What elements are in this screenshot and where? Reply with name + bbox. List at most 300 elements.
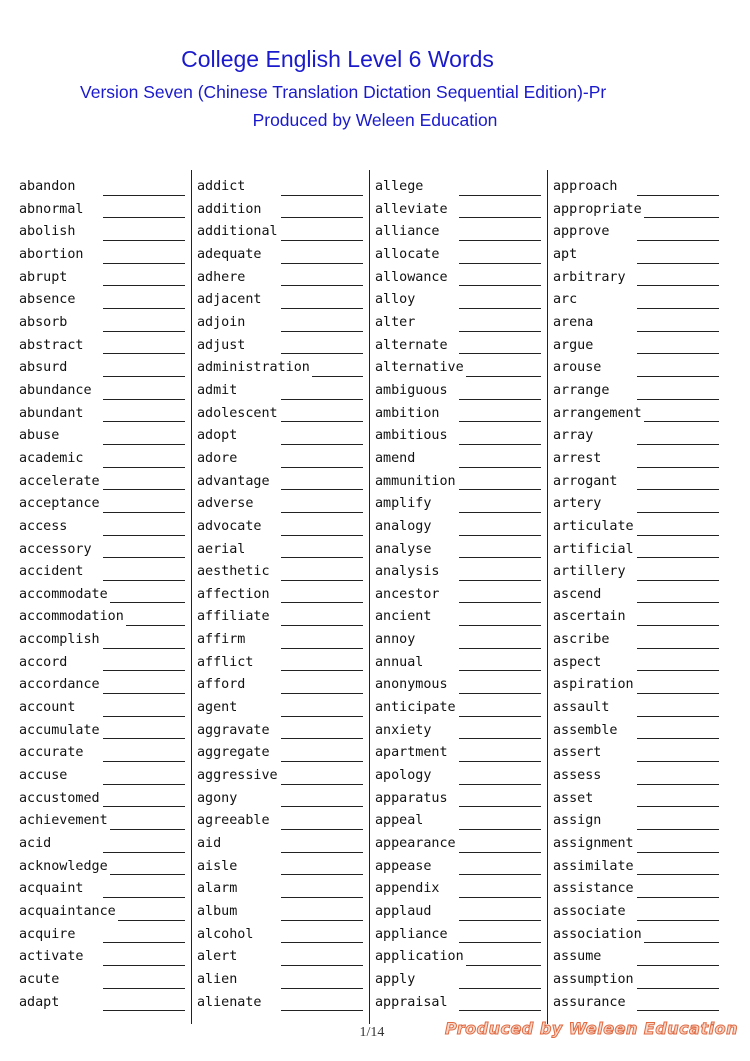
word-text: adhere bbox=[197, 269, 246, 285]
word-entry bbox=[197, 652, 365, 675]
answer-blank bbox=[459, 353, 541, 354]
word-text: agony bbox=[197, 790, 238, 806]
word-text: abolish bbox=[19, 224, 76, 240]
word-text: arrest bbox=[553, 450, 602, 466]
answer-blank bbox=[103, 376, 185, 377]
word-text: amend bbox=[375, 450, 416, 466]
word-text: alarm bbox=[197, 881, 238, 897]
answer-blank bbox=[281, 920, 363, 921]
word-text: alleviate bbox=[375, 201, 448, 217]
word-entry bbox=[197, 516, 365, 539]
answer-blank bbox=[637, 806, 719, 807]
word-entry bbox=[19, 606, 187, 629]
word-text: achievement bbox=[19, 813, 108, 829]
answer-blank bbox=[281, 965, 363, 966]
word-entry bbox=[553, 856, 721, 879]
word-text: ambition bbox=[375, 405, 440, 421]
word-entry bbox=[375, 471, 543, 494]
word-text: application bbox=[375, 949, 464, 965]
word-text: advantage bbox=[197, 473, 270, 489]
answer-blank bbox=[281, 829, 363, 830]
word-entry bbox=[197, 969, 365, 992]
answer-blank bbox=[281, 670, 363, 671]
word-entry bbox=[19, 788, 187, 811]
word-text: assistance bbox=[553, 881, 634, 897]
answer-blank bbox=[637, 308, 719, 309]
word-entry bbox=[197, 697, 365, 720]
word-entry bbox=[197, 856, 365, 879]
answer-blank bbox=[637, 263, 719, 264]
answer-blank bbox=[637, 625, 719, 626]
word-entry bbox=[553, 380, 721, 403]
word-text: apparatus bbox=[375, 790, 448, 806]
word-entry bbox=[375, 561, 543, 584]
word-text: accord bbox=[19, 654, 68, 670]
answer-blank bbox=[281, 217, 363, 218]
word-text: assurance bbox=[553, 994, 626, 1010]
word-text: abundance bbox=[19, 382, 92, 398]
answer-blank bbox=[637, 965, 719, 966]
answer-blank bbox=[637, 761, 719, 762]
word-entry bbox=[197, 357, 365, 380]
word-text: abstract bbox=[19, 337, 84, 353]
answer-blank bbox=[637, 897, 719, 898]
answer-blank bbox=[103, 897, 185, 898]
answer-blank bbox=[637, 399, 719, 400]
word-text: ascertain bbox=[553, 609, 626, 625]
word-entry bbox=[375, 425, 543, 448]
answer-blank bbox=[459, 852, 541, 853]
word-text: analysis bbox=[375, 564, 440, 580]
word-entry bbox=[19, 584, 187, 607]
answer-blank bbox=[459, 670, 541, 671]
word-entry bbox=[375, 946, 543, 969]
word-text: absurd bbox=[19, 360, 68, 376]
word-entry bbox=[553, 720, 721, 743]
word-text: addict bbox=[197, 179, 246, 194]
word-entry bbox=[197, 335, 365, 358]
answer-blank bbox=[459, 806, 541, 807]
word-entry bbox=[197, 199, 365, 222]
word-text: addition bbox=[197, 201, 262, 217]
word-text: alert bbox=[197, 949, 238, 965]
word-text: analogy bbox=[375, 518, 432, 534]
answer-blank bbox=[281, 738, 363, 739]
answer-blank bbox=[459, 716, 541, 717]
answer-blank bbox=[281, 942, 363, 943]
word-text: apology bbox=[375, 768, 432, 784]
word-text: afford bbox=[197, 677, 246, 693]
word-entry bbox=[19, 539, 187, 562]
word-entry bbox=[553, 516, 721, 539]
answer-blank bbox=[459, 308, 541, 309]
answer-blank bbox=[103, 353, 185, 354]
word-text: assess bbox=[553, 768, 602, 784]
answer-blank bbox=[459, 217, 541, 218]
answer-blank bbox=[103, 942, 185, 943]
word-entry bbox=[375, 176, 543, 199]
word-text: appropriate bbox=[553, 201, 642, 217]
answer-blank bbox=[637, 648, 719, 649]
word-text: absence bbox=[19, 292, 76, 308]
word-entry bbox=[375, 720, 543, 743]
answer-blank bbox=[637, 852, 719, 853]
answer-blank bbox=[459, 874, 541, 875]
word-text: anxiety bbox=[375, 722, 432, 738]
answer-blank bbox=[110, 602, 185, 603]
answer-blank bbox=[281, 897, 363, 898]
answer-blank bbox=[281, 399, 363, 400]
word-entry bbox=[375, 674, 543, 697]
word-text: ancient bbox=[375, 609, 432, 625]
word-text: accurate bbox=[19, 745, 84, 761]
word-entry bbox=[19, 856, 187, 879]
word-entry bbox=[375, 335, 543, 358]
word-entry bbox=[375, 267, 543, 290]
word-text: allege bbox=[375, 179, 424, 194]
word-text: abundant bbox=[19, 405, 84, 421]
word-text: appendix bbox=[375, 881, 440, 897]
word-entry bbox=[375, 992, 543, 1015]
word-text: association bbox=[553, 926, 642, 942]
word-text: accustomed bbox=[19, 790, 100, 806]
word-text: adjacent bbox=[197, 292, 262, 308]
answer-blank bbox=[637, 784, 719, 785]
word-text: adolescent bbox=[197, 405, 278, 421]
word-text: articulate bbox=[553, 518, 634, 534]
answer-blank bbox=[459, 240, 541, 241]
word-text: absorb bbox=[19, 314, 68, 330]
answer-blank bbox=[103, 648, 185, 649]
word-text: adjoin bbox=[197, 314, 246, 330]
word-entry bbox=[19, 629, 187, 652]
word-text: ascend bbox=[553, 586, 602, 602]
word-text: abrupt bbox=[19, 269, 68, 285]
answer-blank bbox=[281, 716, 363, 717]
answer-blank bbox=[126, 625, 185, 626]
word-entry bbox=[375, 199, 543, 222]
word-text: assignment bbox=[553, 836, 634, 852]
word-entry bbox=[553, 765, 721, 788]
word-entry bbox=[197, 380, 365, 403]
word-text: acquaintance bbox=[19, 904, 116, 919]
answer-blank bbox=[459, 489, 541, 490]
word-entry bbox=[197, 539, 365, 562]
word-entry bbox=[19, 244, 187, 267]
word-text: aesthetic bbox=[197, 564, 270, 580]
answer-blank bbox=[637, 602, 719, 603]
answer-blank bbox=[466, 376, 541, 377]
word-text: account bbox=[19, 700, 76, 716]
answer-blank bbox=[103, 467, 185, 468]
word-entry bbox=[19, 765, 187, 788]
word-entry bbox=[197, 810, 365, 833]
word-entry bbox=[375, 901, 543, 924]
word-entry bbox=[375, 448, 543, 471]
word-entry bbox=[19, 267, 187, 290]
word-entry bbox=[553, 992, 721, 1015]
answer-blank bbox=[637, 240, 719, 241]
word-entry bbox=[375, 969, 543, 992]
word-entry bbox=[375, 606, 543, 629]
word-entry bbox=[553, 652, 721, 675]
word-text: arena bbox=[553, 314, 594, 330]
word-column-3 bbox=[375, 176, 543, 1014]
answer-blank bbox=[281, 353, 363, 354]
answer-blank bbox=[281, 263, 363, 264]
word-text: assemble bbox=[553, 722, 618, 738]
word-text: ammunition bbox=[375, 473, 456, 489]
word-text: assault bbox=[553, 700, 610, 716]
word-entry bbox=[19, 380, 187, 403]
word-text: applaud bbox=[375, 904, 432, 919]
answer-blank bbox=[281, 580, 363, 581]
answer-blank bbox=[103, 965, 185, 966]
answer-blank bbox=[312, 376, 363, 377]
word-columns bbox=[19, 176, 731, 1026]
word-text: access bbox=[19, 518, 68, 534]
word-entry bbox=[197, 561, 365, 584]
word-entry bbox=[553, 878, 721, 901]
answer-blank bbox=[637, 693, 719, 694]
word-entry bbox=[375, 788, 543, 811]
word-entry bbox=[553, 969, 721, 992]
word-text: alcohol bbox=[197, 926, 254, 942]
word-entry bbox=[553, 674, 721, 697]
answer-blank bbox=[459, 738, 541, 739]
answer-blank bbox=[103, 557, 185, 558]
word-text: adopt bbox=[197, 428, 238, 444]
answer-blank bbox=[103, 784, 185, 785]
answer-blank bbox=[281, 693, 363, 694]
word-text: arbitrary bbox=[553, 269, 626, 285]
word-entry bbox=[197, 606, 365, 629]
word-text: allocate bbox=[375, 246, 440, 262]
word-text: arrogant bbox=[553, 473, 618, 489]
word-text: appliance bbox=[375, 926, 448, 942]
page-subtitle: Version Seven (Chinese Translation Dictation Sequential Edition)-Pr bbox=[80, 82, 607, 102]
word-text: abuse bbox=[19, 428, 60, 444]
word-entry bbox=[197, 471, 365, 494]
word-text: aisle bbox=[197, 858, 238, 874]
word-entry bbox=[375, 856, 543, 879]
word-text: ambiguous bbox=[375, 382, 448, 398]
answer-blank bbox=[103, 217, 185, 218]
word-entry bbox=[375, 765, 543, 788]
word-text: allowance bbox=[375, 269, 448, 285]
word-entry bbox=[197, 629, 365, 652]
word-entry bbox=[375, 493, 543, 516]
answer-blank bbox=[281, 308, 363, 309]
word-column-1 bbox=[19, 176, 187, 1014]
word-text: accomplish bbox=[19, 632, 100, 648]
word-text: affirm bbox=[197, 632, 246, 648]
word-text: adjust bbox=[197, 337, 246, 353]
answer-blank bbox=[103, 489, 185, 490]
word-entry bbox=[553, 493, 721, 516]
word-entry bbox=[553, 267, 721, 290]
answer-blank bbox=[459, 263, 541, 264]
answer-blank bbox=[459, 942, 541, 943]
word-entry bbox=[197, 448, 365, 471]
word-text: acute bbox=[19, 971, 60, 987]
word-text: affiliate bbox=[197, 609, 270, 625]
answer-blank bbox=[103, 693, 185, 694]
word-text: array bbox=[553, 428, 594, 444]
answer-blank bbox=[459, 920, 541, 921]
answer-blank bbox=[459, 512, 541, 513]
word-entry bbox=[375, 289, 543, 312]
word-text: alliance bbox=[375, 224, 440, 240]
answer-blank bbox=[281, 240, 363, 241]
word-entry bbox=[553, 176, 721, 199]
answer-blank bbox=[103, 195, 185, 196]
word-text: appeal bbox=[375, 813, 424, 829]
answer-blank bbox=[637, 535, 719, 536]
answer-blank bbox=[103, 852, 185, 853]
word-text: assimilate bbox=[553, 858, 634, 874]
word-entry bbox=[553, 471, 721, 494]
answer-blank bbox=[644, 942, 719, 943]
word-entry bbox=[19, 493, 187, 516]
word-entry bbox=[553, 742, 721, 765]
answer-blank bbox=[281, 557, 363, 558]
word-text: accelerate bbox=[19, 473, 100, 489]
answer-blank bbox=[103, 308, 185, 309]
answer-blank bbox=[281, 512, 363, 513]
word-entry bbox=[19, 471, 187, 494]
word-entry bbox=[19, 199, 187, 222]
word-text: anticipate bbox=[375, 700, 456, 716]
answer-blank bbox=[281, 444, 363, 445]
answer-blank bbox=[281, 467, 363, 468]
word-entry bbox=[553, 244, 721, 267]
word-text: analyse bbox=[375, 541, 432, 557]
answer-blank bbox=[110, 829, 185, 830]
answer-blank bbox=[459, 331, 541, 332]
word-text: annoy bbox=[375, 632, 416, 648]
answer-blank bbox=[459, 829, 541, 830]
answer-blank bbox=[459, 693, 541, 694]
answer-blank bbox=[281, 1010, 363, 1011]
word-text: appearance bbox=[375, 836, 456, 852]
word-entry bbox=[19, 289, 187, 312]
word-entry bbox=[197, 584, 365, 607]
answer-blank bbox=[103, 285, 185, 286]
answer-blank bbox=[110, 874, 185, 875]
answer-blank bbox=[459, 535, 541, 536]
word-text: activate bbox=[19, 949, 84, 965]
answer-blank bbox=[459, 897, 541, 898]
word-entry bbox=[19, 742, 187, 765]
word-entry bbox=[375, 312, 543, 335]
word-entry bbox=[553, 924, 721, 947]
answer-blank bbox=[459, 444, 541, 445]
word-entry bbox=[197, 267, 365, 290]
word-text: aggressive bbox=[197, 768, 278, 784]
answer-blank bbox=[459, 195, 541, 196]
answer-blank bbox=[281, 761, 363, 762]
word-entry bbox=[19, 357, 187, 380]
word-entry bbox=[197, 244, 365, 267]
word-text: artery bbox=[553, 496, 602, 512]
word-entry bbox=[553, 335, 721, 358]
word-text: ascribe bbox=[553, 632, 610, 648]
word-entry bbox=[375, 833, 543, 856]
answer-blank bbox=[637, 353, 719, 354]
word-entry bbox=[19, 425, 187, 448]
word-entry bbox=[19, 720, 187, 743]
word-entry bbox=[197, 878, 365, 901]
word-text: accommodation bbox=[19, 609, 124, 625]
answer-blank bbox=[103, 716, 185, 717]
word-text: aerial bbox=[197, 541, 246, 557]
answer-blank bbox=[459, 557, 541, 558]
word-text: adverse bbox=[197, 496, 254, 512]
word-text: artillery bbox=[553, 564, 626, 580]
answer-blank bbox=[459, 399, 541, 400]
answer-blank bbox=[118, 920, 185, 921]
word-text: assumption bbox=[553, 971, 634, 987]
word-text: advocate bbox=[197, 518, 262, 534]
word-text: accordance bbox=[19, 677, 100, 693]
word-entry bbox=[375, 810, 543, 833]
word-text: associate bbox=[553, 904, 626, 919]
answer-blank bbox=[637, 1010, 719, 1011]
word-entry bbox=[553, 584, 721, 607]
answer-blank bbox=[637, 557, 719, 558]
word-entry bbox=[375, 697, 543, 720]
word-text: abnormal bbox=[19, 201, 84, 217]
word-text: alter bbox=[375, 314, 416, 330]
word-entry bbox=[19, 924, 187, 947]
answer-blank bbox=[459, 761, 541, 762]
answer-blank bbox=[637, 376, 719, 377]
word-text: affection bbox=[197, 586, 270, 602]
answer-blank bbox=[281, 874, 363, 875]
word-entry bbox=[197, 720, 365, 743]
word-text: apply bbox=[375, 971, 416, 987]
word-entry bbox=[375, 221, 543, 244]
answer-blank bbox=[281, 988, 363, 989]
word-entry bbox=[19, 561, 187, 584]
watermark: Produced by Weleen Education bbox=[445, 1019, 738, 1038]
word-entry bbox=[553, 697, 721, 720]
word-entry bbox=[197, 946, 365, 969]
answer-blank bbox=[103, 263, 185, 264]
word-entry bbox=[197, 924, 365, 947]
word-entry bbox=[553, 539, 721, 562]
answer-blank bbox=[637, 489, 719, 490]
word-text: appraisal bbox=[375, 994, 448, 1010]
word-text: arrange bbox=[553, 382, 610, 398]
word-entry bbox=[375, 924, 543, 947]
word-entry bbox=[197, 312, 365, 335]
word-entry bbox=[375, 516, 543, 539]
word-text: accuse bbox=[19, 768, 68, 784]
word-entry bbox=[553, 357, 721, 380]
answer-blank bbox=[459, 988, 541, 989]
answer-blank bbox=[103, 444, 185, 445]
word-text: assign bbox=[553, 813, 602, 829]
answer-blank bbox=[103, 240, 185, 241]
answer-blank bbox=[281, 806, 363, 807]
word-entry bbox=[19, 176, 187, 199]
answer-blank bbox=[466, 965, 541, 966]
answer-blank bbox=[459, 625, 541, 626]
word-entry bbox=[553, 199, 721, 222]
word-text: apt bbox=[553, 246, 578, 262]
